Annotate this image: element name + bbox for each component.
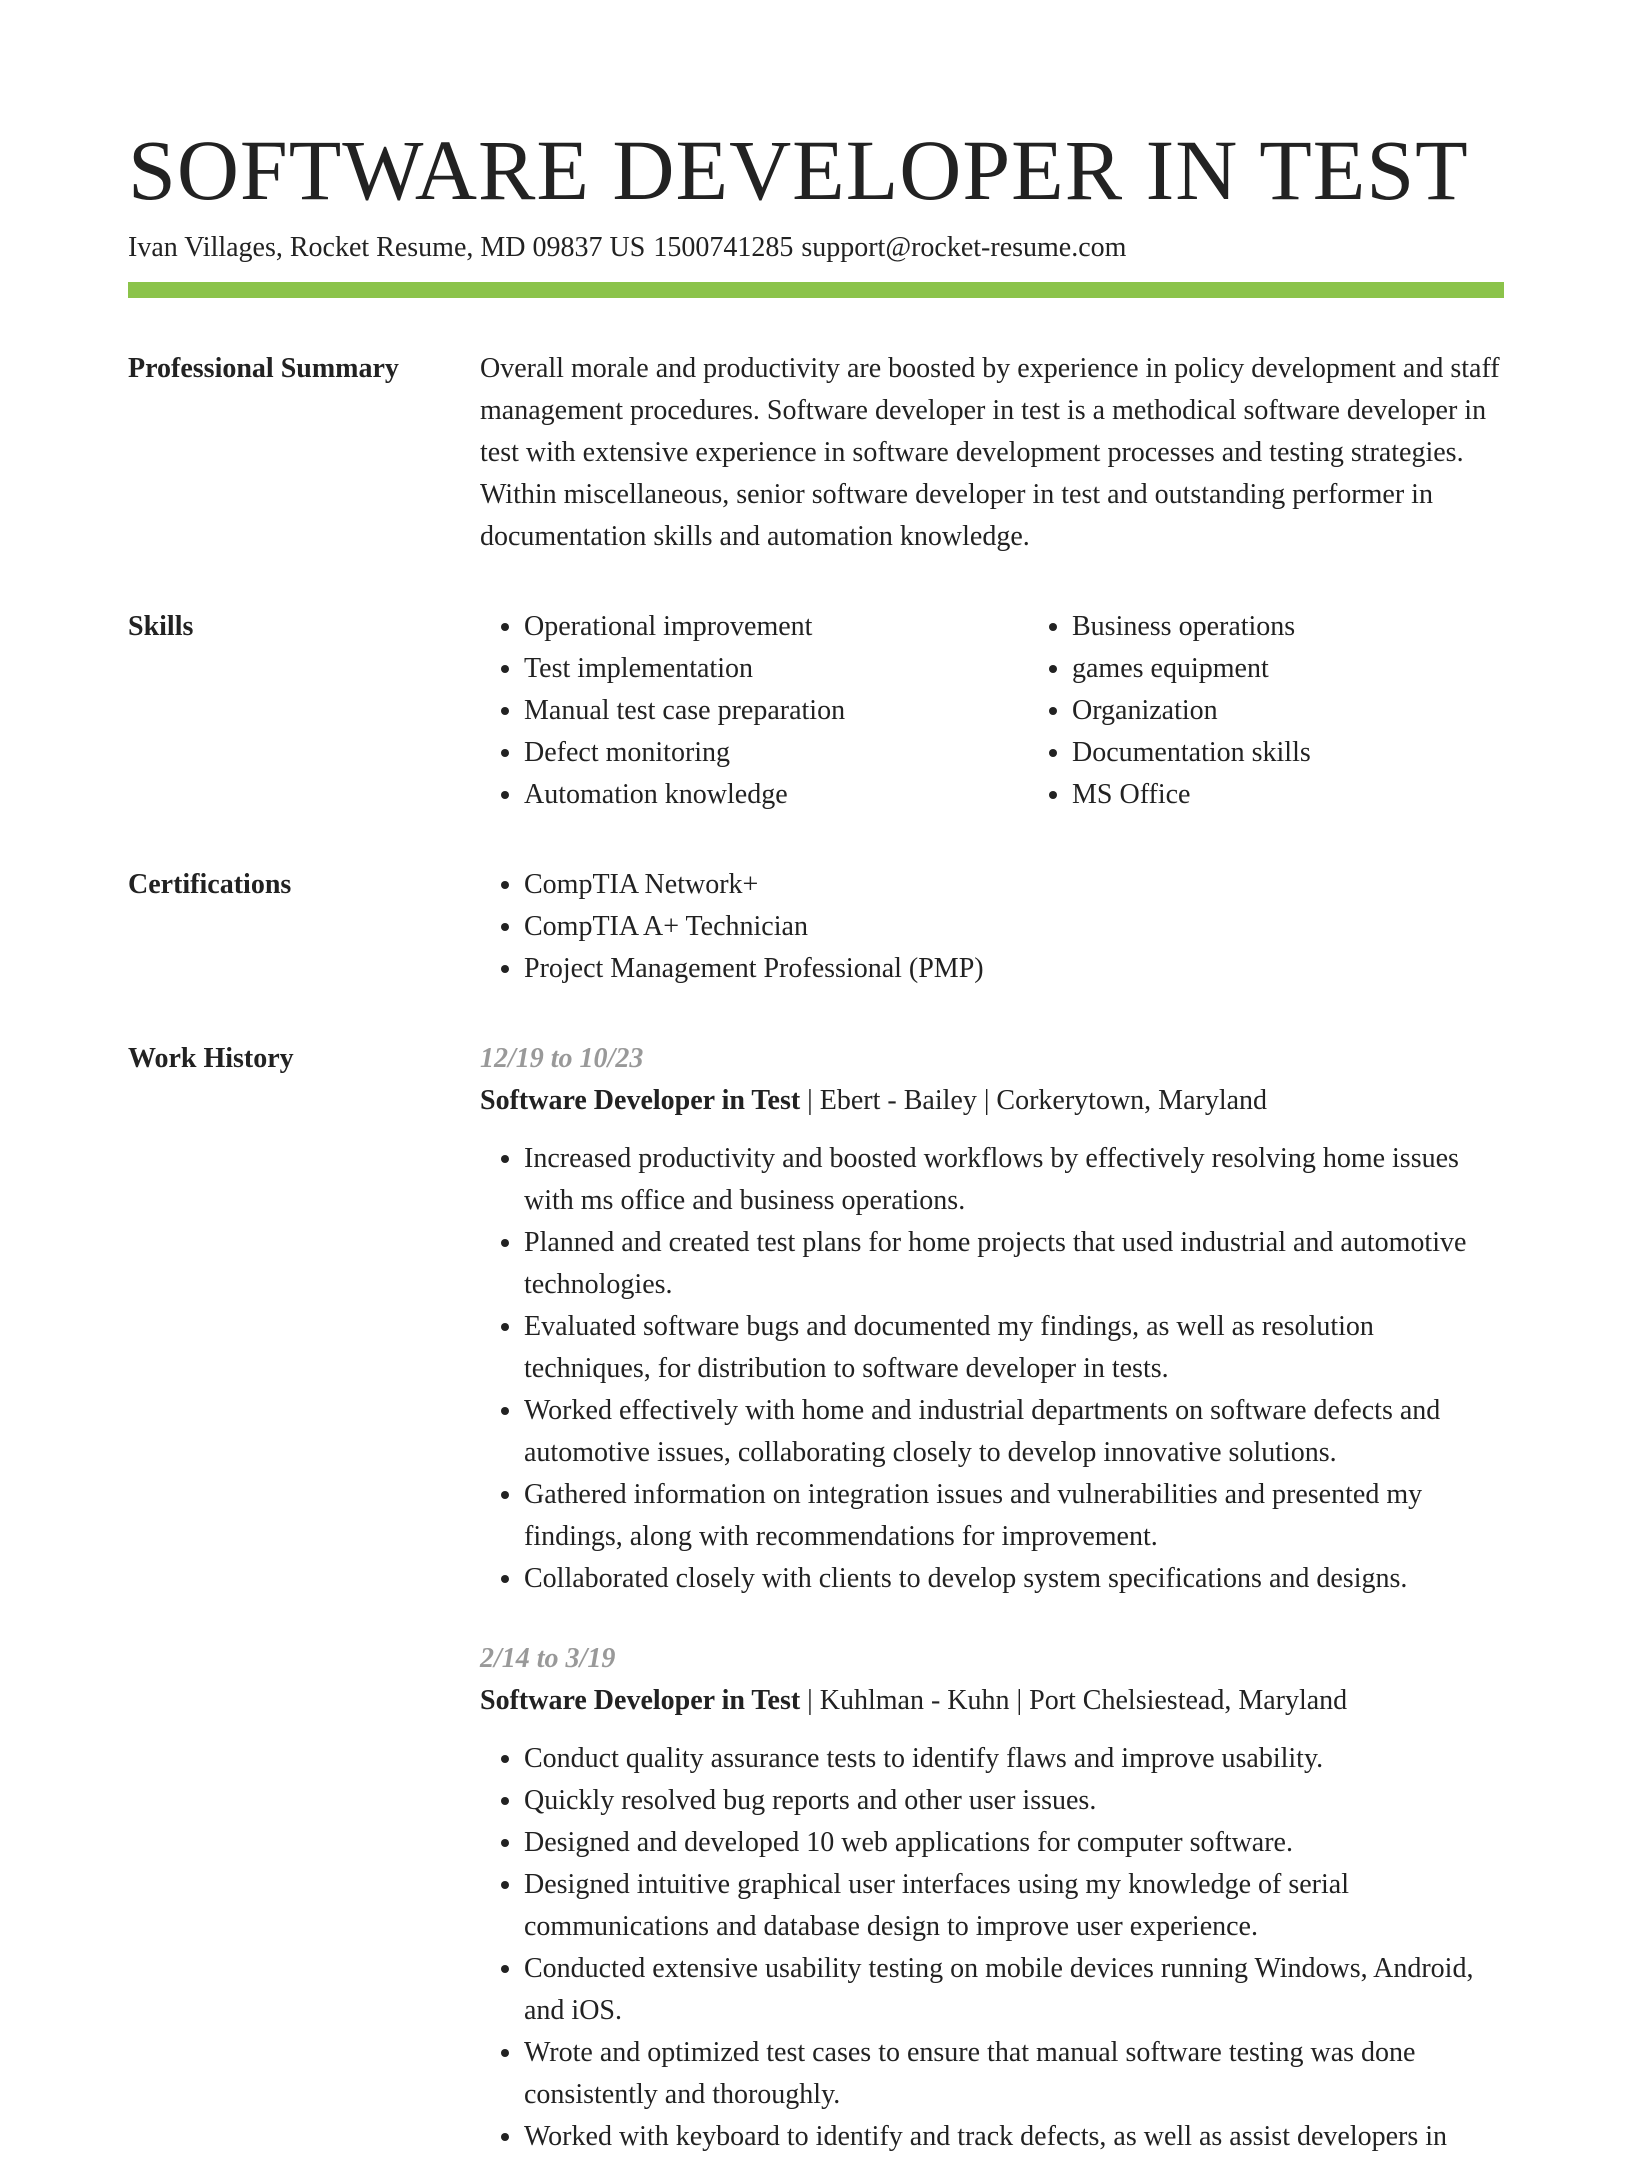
job-dates: 2/14 to 3/19 xyxy=(480,1643,616,1674)
skills-list-left xyxy=(480,606,1028,816)
job-bullet: • Evaluated software bugs and documented my findings, as well as resolution techniques, for distribution to software developer in tests. xyxy=(524,1306,1504,1390)
contact-line xyxy=(128,230,1504,266)
contact-phone: 1500741285 xyxy=(653,232,794,263)
summary-heading: Professional Summary xyxy=(128,353,399,384)
certification-item: • CompTIA Network+ xyxy=(524,864,1504,906)
job-bullet: • Conducted extensive usability testing on mobile devices running Windows, Android, and iOS. xyxy=(524,1948,1504,2032)
certifications-heading: Certifications xyxy=(128,869,292,900)
job-dates: 12/19 to 10/23 xyxy=(480,1043,644,1074)
job-heading xyxy=(480,1080,1504,1122)
job-bullet: • Gathered information on integration issues and vulnerabilities and presented my findings, along with recommendations for improvement. xyxy=(524,1474,1504,1558)
contact-email[interactable]: support@rocket-resume.com xyxy=(801,232,1127,263)
job-title: Software Developer in Test xyxy=(480,1685,801,1716)
skill-item: • Defect monitoring xyxy=(524,732,1028,774)
job-bullet: • Increased productivity and boosted workflows by effectively resolving home issues with ms office and business operations. xyxy=(524,1138,1504,1222)
skill-item: • Manual test case preparation xyxy=(524,690,1028,732)
certification-item: • Project Management Professional (PMP) xyxy=(524,948,1504,990)
job-bullet: • Conduct quality assurance tests to identify flaws and improve usability. xyxy=(524,1738,1504,1780)
skill-item: • Documentation skills xyxy=(1072,732,1576,774)
skill-item: • Organization xyxy=(1072,690,1576,732)
job-bullet: • Designed intuitive graphical user interfaces using my knowledge of serial communications and database design to improve user experience. xyxy=(524,1864,1504,1948)
skills-list-right xyxy=(1028,606,1576,816)
job-bullet: • Wrote and optimized test cases to ensure that manual software testing was done consistently and thoroughly. xyxy=(524,2032,1504,2116)
skill-item: • Automation knowledge xyxy=(524,774,1028,816)
work-history-heading: Work History xyxy=(128,1043,294,1074)
work-history-section xyxy=(128,1038,1504,2158)
summary-text: Overall morale and productivity are boosted by experience in policy development and staff management procedures. Software developer in test is a methodical software developer in test with extensive experience in software development processes and testing strategies. Within miscellaneous, senior software developer in test and outstanding performer in documentation skills and automation knowledge. xyxy=(480,353,1500,552)
job-bullet: • Worked with keyboard to identify and track defects, as well as assist developers in xyxy=(524,2116,1504,2158)
job-bullets xyxy=(480,1738,1504,2158)
job-bullets xyxy=(480,1138,1504,1600)
job-title: Software Developer in Test xyxy=(480,1085,801,1116)
summary-section xyxy=(128,348,1504,558)
skill-item: • games equipment xyxy=(1072,648,1576,690)
certifications-list xyxy=(480,864,1504,990)
skills-heading: Skills xyxy=(128,611,194,642)
skills-section xyxy=(128,606,1504,816)
job-bullet: • Designed and developed 10 web applications for computer software. xyxy=(524,1822,1504,1864)
skill-item: • Test implementation xyxy=(524,648,1028,690)
skill-item: • MS Office xyxy=(1072,774,1576,816)
skill-item: • Business operations xyxy=(1072,606,1576,648)
certification-item: • CompTIA A+ Technician xyxy=(524,906,1504,948)
job-details: | Kuhlman - Kuhn | Port Chelsiestead, Maryland xyxy=(800,1685,1348,1716)
job-bullet: • Planned and created test plans for home projects that used industrial and automotive technologies. xyxy=(524,1222,1504,1306)
skill-item: • Operational improvement xyxy=(524,606,1028,648)
accent-divider xyxy=(128,282,1504,298)
job-details: | Ebert - Bailey | Corkerytown, Maryland xyxy=(800,1085,1268,1116)
resume-title: SOFTWARE DEVELOPER IN TEST xyxy=(128,122,1469,218)
resume-page xyxy=(128,120,1504,2158)
job-bullet: • Quickly resolved bug reports and other user issues. xyxy=(524,1780,1504,1822)
job-bullet: • Worked effectively with home and industrial departments on software defects and automotive issues, collaborating closely to develop innovative solutions. xyxy=(524,1390,1504,1474)
contact-address: Ivan Villages, Rocket Resume, MD 09837 US xyxy=(128,232,646,263)
certifications-section xyxy=(128,864,1504,990)
job-entry xyxy=(480,1638,1504,2158)
job-bullet: • Collaborated closely with clients to develop system specifications and designs. xyxy=(524,1558,1504,1600)
job-heading xyxy=(480,1680,1504,1722)
job-entry xyxy=(480,1038,1504,1600)
